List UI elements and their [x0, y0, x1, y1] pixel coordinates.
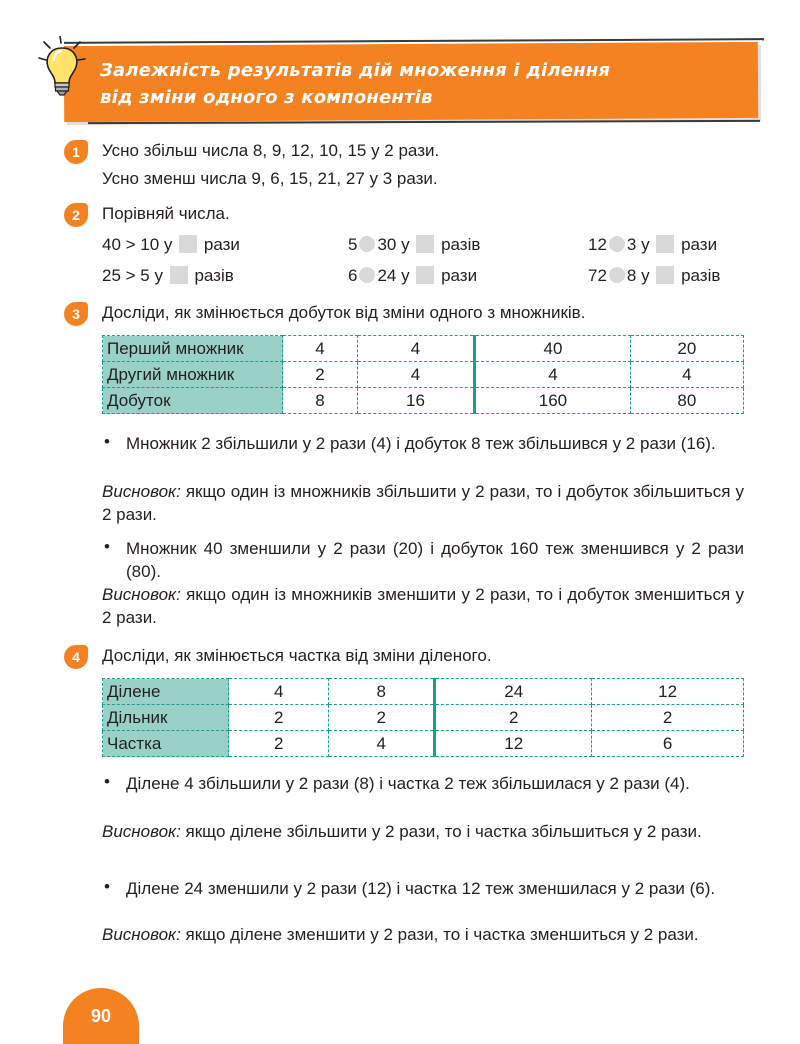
comparison-text: рази	[681, 235, 718, 254]
comparison-sign-circle[interactable]	[359, 267, 375, 283]
comparison-text: разів	[681, 266, 721, 285]
table-cell: 80	[630, 388, 743, 414]
table-cell: 4	[630, 362, 743, 388]
task-number-2: 2	[64, 203, 88, 227]
comparison-item	[102, 265, 234, 287]
comparison-text: 25 > 5 у	[102, 266, 163, 285]
table-cell: 2	[229, 731, 329, 757]
table-cell: 2	[435, 705, 592, 731]
table-cell: 20	[630, 336, 743, 362]
comparison-text: 12	[588, 235, 607, 254]
comparison-item	[588, 265, 720, 287]
table-cell: 2	[283, 362, 358, 388]
comparison-item	[348, 234, 480, 256]
row-label: Перший множник	[103, 336, 283, 362]
table-cell: 12	[592, 679, 744, 705]
conclusion-label: Висновок:	[102, 925, 181, 944]
task4-conclusion1	[102, 820, 744, 843]
task-number-4: 4	[64, 645, 88, 669]
table-cell: 4	[283, 336, 358, 362]
page-title-line2: від зміни одного з компонентів	[100, 87, 433, 108]
comparison-text: рази	[441, 266, 478, 285]
bullet-dot: •	[104, 772, 110, 791]
table-cell: 2	[329, 705, 435, 731]
table-cell: 8	[283, 388, 358, 414]
bullet-dot: •	[104, 877, 110, 896]
table-row	[103, 362, 744, 388]
comparison-text: 6	[348, 266, 358, 285]
table-cell: 16	[357, 388, 474, 414]
table-cell: 6	[592, 731, 744, 757]
table-cell: 2	[592, 705, 744, 731]
conclusion-label: Висновок:	[102, 585, 181, 604]
task4-conclusion2	[102, 923, 744, 946]
comparison-text: рази	[203, 235, 240, 254]
row-label: Ділене	[103, 679, 229, 705]
page-title-line1: Залежність результатів дій множення і ділення	[100, 60, 611, 81]
comparison-sign-circle[interactable]	[359, 236, 375, 252]
row-label: Дільник	[103, 705, 229, 731]
table-row	[103, 388, 744, 414]
table-cell: 40	[475, 336, 631, 362]
answer-box[interactable]	[416, 235, 434, 253]
table-row	[103, 336, 744, 362]
table-cell: 4	[357, 336, 474, 362]
answer-box[interactable]	[416, 266, 434, 284]
task4-bullet2: Ділене 24 зменшили у 2 рази (12) і частка 12 теж зменшилася у 2 рази (6).	[126, 879, 716, 898]
table-cell: 8	[329, 679, 435, 705]
answer-box[interactable]	[656, 266, 674, 284]
table-cell: 4	[357, 362, 474, 388]
conclusion-text: якщо один із множників збільшити у 2 рази, то і добуток збільшиться у 2 рази.	[102, 482, 744, 524]
comparison-item	[348, 265, 477, 287]
task1-line2: Усно зменш числа 9, 6, 15, 21, 27 у 3 рази.	[102, 169, 438, 188]
table-cell: 4	[329, 731, 435, 757]
conclusion-text: якщо один із множників зменшити у 2 рази, то і добуток зменшиться у 2 рази.	[102, 585, 744, 627]
answer-box[interactable]	[656, 235, 674, 253]
table-cell: 2	[229, 705, 329, 731]
task3-instruction: Досліди, як змінюється добуток від зміни одного з множників.	[102, 303, 586, 322]
task4-bullet1: Ділене 4 збільшили у 2 рази (8) і частка 2 теж збільшилася у 2 рази (4).	[126, 774, 690, 793]
task3-conclusion2	[102, 583, 744, 629]
table-row	[103, 679, 744, 705]
table-cell: 160	[475, 388, 631, 414]
comparison-text: разів	[194, 266, 234, 285]
table-cell: 4	[475, 362, 631, 388]
conclusion-text: якщо ділене збільшити у 2 рази, то і частка збільшиться у 2 рази.	[180, 822, 702, 841]
conclusion-text: якщо ділене зменшити у 2 рази, то і частка зменшиться у 2 рази.	[180, 925, 699, 944]
comparison-item	[588, 234, 717, 256]
table-row	[103, 731, 744, 757]
comparison-text: 40 > 10 у	[102, 235, 173, 254]
comparison-item	[102, 234, 240, 256]
table-cell: 4	[229, 679, 329, 705]
comparison-sign-circle[interactable]	[609, 236, 625, 252]
page-number: 90	[63, 988, 139, 1044]
comparison-text: 8 у	[626, 266, 650, 285]
table-cell: 24	[435, 679, 592, 705]
row-label: Частка	[103, 731, 229, 757]
comparison-text: 72	[588, 266, 607, 285]
division-table	[102, 678, 744, 757]
task3-bullet1: Множник 2 збільшили у 2 рази (4) і добуток 8 теж збільшився у 2 рази (16).	[126, 434, 716, 453]
comparison-sign-circle[interactable]	[609, 267, 625, 283]
lightbulb-icon	[38, 36, 98, 100]
comparison-text: 24 у	[377, 266, 410, 285]
comparison-text: 5	[348, 235, 358, 254]
comparison-text: разів	[441, 235, 481, 254]
row-label: Добуток	[103, 388, 283, 414]
conclusion-label: Висновок:	[102, 822, 181, 841]
bullet-dot: •	[104, 432, 110, 451]
task3-conclusion1	[102, 480, 744, 526]
row-label: Другий множник	[103, 362, 283, 388]
task3-bullet2: Множник 40 зменшили у 2 рази (20) і добуток 160 теж зменшився у 2 рази (80).	[126, 539, 744, 581]
task4-instruction: Досліди, як змінюється частка від зміни діленого.	[102, 646, 492, 665]
task-number-3: 3	[64, 302, 88, 326]
comparison-text: 30 у	[377, 235, 410, 254]
conclusion-label: Висновок:	[102, 482, 181, 501]
answer-box[interactable]	[179, 235, 197, 253]
multiplication-table	[102, 335, 744, 414]
task1-line1: Усно збільш числа 8, 9, 12, 10, 15 у 2 рази.	[102, 141, 440, 160]
comparison-text: 3 у	[626, 235, 650, 254]
title-banner	[64, 42, 758, 122]
answer-box[interactable]	[170, 266, 188, 284]
task2-instruction: Порівняй числа.	[102, 204, 230, 223]
bullet-dot: •	[104, 537, 110, 556]
table-row	[103, 705, 744, 731]
task-number-1: 1	[64, 140, 88, 164]
table-cell: 12	[435, 731, 592, 757]
